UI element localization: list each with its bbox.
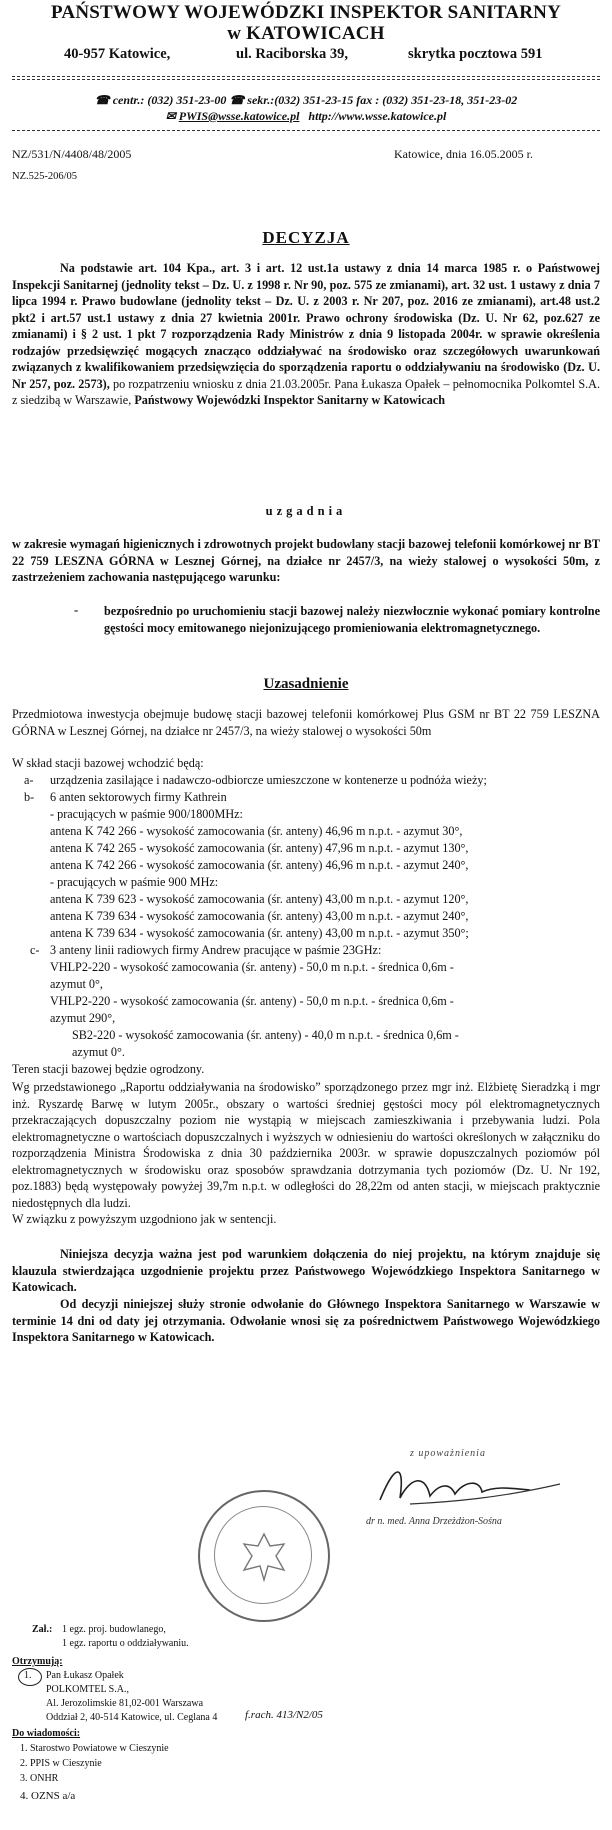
cc-label: Do wiadomości: xyxy=(12,1728,81,1739)
radio-link-azimuth: azymut 0°, xyxy=(50,977,103,991)
website-link[interactable]: http://www.wsse.katowice.pl xyxy=(308,109,447,123)
fence-note: Teren stacji bazowej będzie ogrodzony. xyxy=(12,1062,205,1076)
radio-link-row: VHLP2-220 - wysokość zamocowania (śr. anteny) - 50,0 m n.p.t. - średnica 0,6m - xyxy=(50,960,454,974)
contact-phones: ☎ centr.: (032) 351-23-00 ☎ sekr.:(032) 351-23-15 fax : (032) 351-23-18, 351-23-02 xyxy=(94,93,518,107)
street-address: ul. Raciborska 39, xyxy=(236,46,348,62)
item-c-text: 3 anteny linii radiowych firmy Andrew pracujące w paśmie 23GHz: xyxy=(50,943,382,957)
conclusion-line: W związku z powyższym uzgodniono jak w sentencji. xyxy=(12,1212,277,1226)
contact-online xyxy=(0,109,612,124)
reference-number: NZ/531/N/4408/48/2005 xyxy=(12,147,132,161)
radio-link-row: VHLP2-220 - wysokość zamocowania (śr. anteny) - 50,0 m n.p.t. - średnica 0,6m - xyxy=(50,994,454,1008)
org-name-line1: PAŃSTWOWY WOJEWÓDZKI INSPEKTOR SANITARNY xyxy=(51,2,561,23)
recipient-name: Pan Łukasz Opałek xyxy=(46,1670,124,1681)
header-rule-3 xyxy=(12,130,600,131)
handwritten-signature xyxy=(370,1458,570,1513)
band-900-label: - pracujących w paśmie 900 MHz: xyxy=(50,875,219,889)
radio-link-azimuth: azymut 0°. xyxy=(72,1045,125,1059)
composition-intro: W skład stacji bazowej wchodzić będą: xyxy=(12,756,204,770)
item-b-mark: b- xyxy=(24,790,35,804)
uzgadnia-heading: uzgadnia xyxy=(265,504,347,518)
cc-item: 2. PPIS w Cieszynie xyxy=(20,1758,102,1769)
signatory-name: dr n. med. Anna Drzeżdżon-Sośna xyxy=(366,1516,502,1527)
legal-basis-text: Na podstawie art. 104 Kpa., art. 3 i art. 12 ust.1a ustawy z dnia 14 marca 1985 r. o Państwowej Inspekcji Sanitarnej (jednolity tekst – Dz. U. z 1998 r. Nr 90, poz. 575 ze zmianami), art. 32 ust. 1 ustawy z dnia 7 lipca 1994 r. Prawo budowlane (jednolity tekst – Dz. U. z 2003 r. Nr 207, poz. 2016 ze zmianami), art.48 ust.2 pkt2 i art.57 ust.1 ustawy z dnia 27 kwietnia 2001r. Prawo ochrony środowiska (Dz. U. Nr 62, poz.627 ze zmianami) i § 2 ust. 1 pkt 7 rozporządzenia Rady Ministrów z dnia 9 listopada 2004r. w sprawie określenia rodzajów przedsięwzięć mogących znacząco oddziaływać na środowisko oraz szczegółowych uwarunkowań związanych z kwalifikowaniem przedsięwzięcia do sporządzenia raportu o oddziaływaniu na środowisko (Dz. U. Nr 257, poz. 2573), xyxy=(12,261,600,391)
appeal-paragraph: Od decyzji niniejszej służy stronie odwołanie do Głównego Inspektora Sanitarnego w Warszawie w terminie 14 dni od daty jej otrzymania. Odwołanie wnosi się za pośrednictwem Państwowego Wojewódzkiego Inspektora Sanitarnego w Katowicach. xyxy=(12,1297,600,1344)
request-text: po rozpatrzeniu wniosku z dnia 21.03.2005r. Pana Łukasza Opałek – pełnomocnika Polkomtel S.A. z siedzibą w Warszawie, xyxy=(12,376,600,407)
attachment-item: 1 egz. raportu o oddziaływaniu. xyxy=(62,1638,189,1649)
item-a-mark: a- xyxy=(24,773,34,787)
antenna-row: antena K 742 265 - wysokość zamocowania (śr. anteny) 47,96 m n.p.t. - azymut 130°, xyxy=(50,841,469,855)
attachments-label: Zał.: xyxy=(32,1624,53,1635)
header-rule xyxy=(12,76,600,77)
justification-intro: Przedmiotowa inwestycja obejmuje budowę stacji bazowej telefonii komórkowej Plus GSM nr BT 22 759 LESZNA GÓRNA w Lesznej Górnej, na działce nr 2457/3, na wieży stalowej o wysokości 50m xyxy=(12,707,600,738)
item-a-text: urządzenia zasilające i nadawczo-odbiorcze umieszczone w kontenerze u podnóża wieży; xyxy=(50,773,487,787)
antenna-row: antena K 739 634 - wysokość zamocowania (śr. anteny) 43,00 m n.p.t. - azymut 350°; xyxy=(50,926,469,940)
po-box: skrytka pocztowa 591 xyxy=(408,46,543,62)
inspector-text: Państwowy Wojewódzki Inspektor Sanitarny w Katowicach xyxy=(131,393,446,407)
condition-bullet: - xyxy=(74,603,79,617)
condition-text: bezpośrednio po uruchomieniu stacji bazowej należy niezwłocznie wykonać pomiary kontrolne gęstości mocy emitowanego niejonizującego promieniowania elektromagnetycznego. xyxy=(104,604,600,635)
mail-icon: ✉ xyxy=(165,109,176,123)
antenna-row: antena K 739 623 - wysokość zamocowania (śr. anteny) 43,00 m n.p.t. - azymut 120°, xyxy=(50,892,469,906)
decision-title: DECYZJA xyxy=(262,228,350,247)
place-date: Katowice, dnia 16.05.2005 r. xyxy=(394,147,533,161)
report-paragraph: Wg przedstawionego „Raportu oddziaływania na środowisko” sporządzonego przez mgr inż. Elżbietę Sieradzką i mgr inż. Ryszardę Barwę w lutym 2005r., obszary o wartości średniej gęstości mocy pól elektromagnetycznych przekraczających dopuszczalny poziom nie wystąpią w miejscach zamieszkiwania i przebywania ludzi. Pola elektromagnetyczne o wartościach dopuszczalnych i wyższych w odniesieniu do wartości określonych w załączniku do rozporządzenia Ministra Środowiska z dnia 30 października 2003r. w sprawie dopuszczalnych poziomów pól elektromagnetycznych w środowisku oraz sposobów sprawdzania dotrzymania tych poziomów (Dz. U. Nr 192, poz.1883) będą występowały powyżej 39,7m n.p.t. w odległości do 28,22m od anten stacji, w miejscach praktycznie niedostępnych dla ludzi. xyxy=(12,1080,600,1210)
cc-item: 4. OZNS a/a xyxy=(20,1790,76,1802)
attachment-item: 1 egz. proj. budowlanego, xyxy=(62,1624,166,1635)
signature-stamp-line: z upoważnienia xyxy=(410,1448,486,1459)
antenna-row: antena K 742 266 - wysokość zamocowania (śr. anteny) 46,96 m n.p.t. - azymut 240°, xyxy=(50,858,469,872)
cc-item: 3. ONHR xyxy=(20,1773,59,1784)
radio-link-azimuth: azymut 290°, xyxy=(50,1011,116,1025)
recipients-label: Otrzymują: xyxy=(12,1656,63,1667)
recipient-number: 1. xyxy=(24,1670,32,1681)
scope-paragraph: w zakresie wymagań higienicznych i zdrowotnych projekt budowlany stacji bazowej telefonii komórkowej nr BT 22 759 LESZNA GÓRNA w Lesznej Górnej, na działce nr 2457/3, na wieży stalowej o wysokości 50m, z zastrzeżeniem zachowania następującego warunku: xyxy=(12,537,600,584)
org-name-line2: w KATOWICACH xyxy=(227,23,385,44)
eagle-emblem-icon xyxy=(234,1526,294,1586)
recipient-branch: Oddział 2, 40-514 Katowice, ul. Ceglana 4 xyxy=(46,1712,218,1723)
radio-link-row: SB2-220 - wysokość zamocowania (śr. anteny) - 40,0 m n.p.t. - średnica 0,6m - xyxy=(72,1028,459,1042)
postal-address: 40-957 Katowice, xyxy=(64,46,171,62)
case-number: NZ.525-206/05 xyxy=(12,171,78,182)
legal-basis-paragraph xyxy=(12,260,600,409)
item-c-mark: c- xyxy=(30,943,40,957)
item-b-text: 6 anten sektorowych firmy Kathrein xyxy=(50,790,227,804)
cc-item: 1. Starostwo Powiatowe w Cieszynie xyxy=(20,1743,169,1754)
header-rule-2 xyxy=(12,79,600,80)
validity-paragraph: Niniejsza decyzja ważna jest pod warunkiem dołączenia do niej projektu, na którym znajduje się klauzula stwierdzająca uzgodnienie projektu przez Państwowego Wojewódzkiego Inspektora Sanitarnego w Katowicach. xyxy=(12,1247,600,1294)
handwritten-note: f.rach. 413/N2/05 xyxy=(245,1709,323,1721)
recipient-company: POLKOMTEL S.A., xyxy=(46,1684,129,1695)
recipient-address: Al. Jerozolimskie 81,02-001 Warszawa xyxy=(46,1698,204,1709)
antenna-row: antena K 742 266 - wysokość zamocowania (śr. anteny) 46,96 m n.p.t. - azymut 30°, xyxy=(50,824,463,838)
email-link[interactable]: PWIS@wsse.katowice.pl xyxy=(178,109,300,123)
official-round-seal xyxy=(198,1490,330,1622)
justification-title: Uzasadnienie xyxy=(263,676,349,692)
band-1800-label: - pracujących w paśmie 900/1800MHz: xyxy=(50,807,243,821)
signature-block xyxy=(350,1448,600,1538)
antenna-row: antena K 739 634 - wysokość zamocowania (śr. anteny) 43,00 m n.p.t. - azymut 240°, xyxy=(50,909,469,923)
